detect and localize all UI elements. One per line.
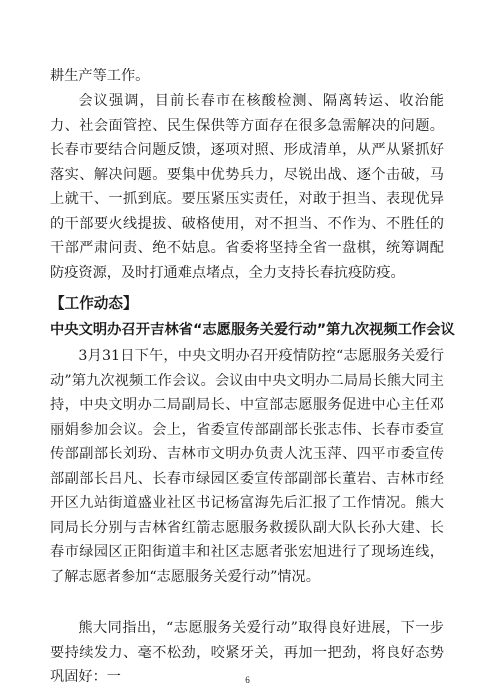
paragraph-news-2: 熊大同指出，“志愿服务关爱行动”取得良好进展，下一步要持续发力、毫不松劲，咬紧牙关，再加一把劲，将良好态势巩固好：一 [50,620,444,685]
paragraph-news-1: 3月31日下午，中央文明办召开疫情防控“志愿服务关爱行动”第九次视频工作会议。会议由中央文明办二局局长熊大同主持，中央文明办二局副局长、中宣部志愿服务促进中心主任邓丽娟参加会议。会上，省委宣传部副部长张志伟、长春市委宣传部副部长刘玢、吉林市文明办负责人沈玉萍、四平市委宣传部副部长吕凡、长春市绿园区委宣传部副部长董岩、吉林市经开区九站街道盛业社区书记杨富海先后汇报了工作情况。熊大同局长分别与吉林省红箭志愿服务救援队副大队长孙大建、长春市绿园区正阳街道丰和社区志愿者张宏旭进行了现场连线，了解志愿者参加“志愿服务关爱行动”情况。 [50,348,444,585]
paragraph-continued: 耕生产等工作。 [50,68,150,84]
section-tag: 【工作动态】 [50,295,138,312]
news-headline: 中央文明办召开吉林省“志愿服务关爱行动”第九次视频工作会议 [50,322,455,338]
paragraph-meeting-emphasis: 会议强调，目前长春市在核酸检测、隔离转运、收治能力、社会面管控、民生保供等方面存在很多急需解决的问题。长春市要结合问题反馈，逐项对照、形成清单，从严从紧抓好落实、解决问题。要集中优势兵力，尽锐出战、逐个击破，马上就干、一抓到底。要压紧压实责任，对敢于担当、表现优异的干部要火线提拔、破格使用，对不担当、不作为、不胜任的干部严肃问责、绝不姑息。省委将坚持全省一盘棋，统筹调配防疫资源，及时打通难点堵点，全力支持长春抗疫防疫。 [50,93,444,281]
page-number: 6 [245,675,250,685]
